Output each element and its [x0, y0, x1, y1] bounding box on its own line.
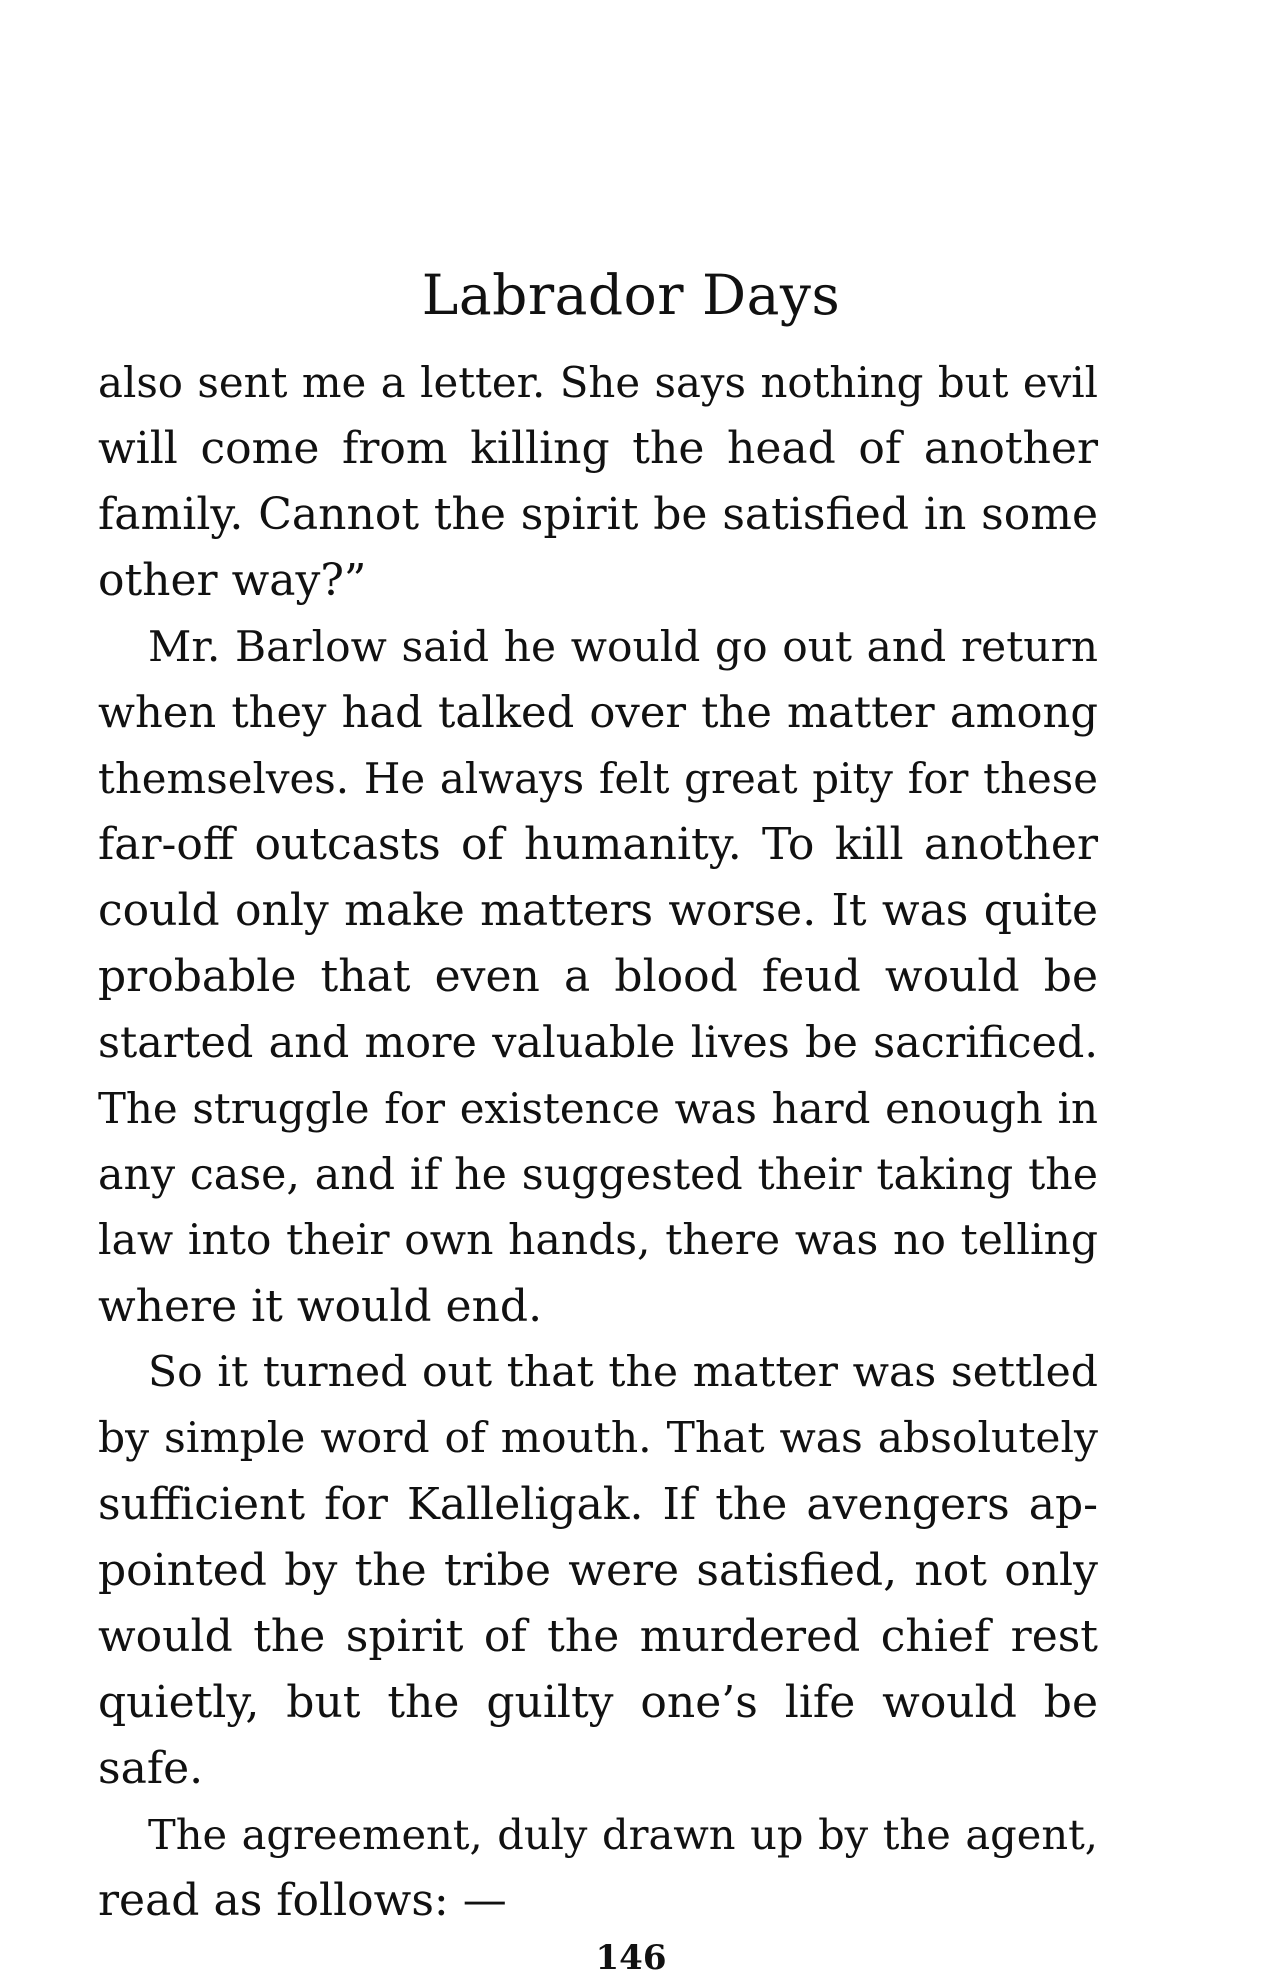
- text-line: any case, and if he suggested their taking the: [98, 1150, 1098, 1200]
- text-line: would the spirit of the murdered chief rest: [98, 1611, 1098, 1662]
- text-line: where it would end.: [98, 1281, 543, 1332]
- text-line: pointed by the tribe were satisfied, not only: [98, 1545, 1098, 1596]
- text-line: sufficient for Kalleligak. If the avengers ap-: [98, 1479, 1098, 1530]
- text-line: also sent me a letter. She says nothing but evil: [98, 358, 1098, 407]
- text-line: quietly, but the guilty one’s life would be: [98, 1677, 1098, 1728]
- text-line: Mr. Barlow said he would go out and return: [148, 622, 1098, 671]
- paragraph: [98, 614, 1098, 1340]
- text-line: other way?”: [98, 555, 367, 606]
- paragraph: [98, 1802, 1098, 1934]
- body-text: [98, 350, 1098, 1934]
- text-line: themselves. He always felt great pity for these: [98, 754, 1098, 803]
- text-line: So it turned out that the matter was settled: [148, 1348, 1098, 1397]
- text-line: The agreement, duly drawn up by the agent,: [148, 1810, 1098, 1859]
- text-line: when they had talked over the matter among: [98, 688, 1098, 738]
- text-line: The struggle for existence was hard enough in: [98, 1084, 1098, 1133]
- page-number: 146: [595, 1938, 667, 1978]
- text-line: will come from killing the head of another: [98, 423, 1098, 474]
- text-line: far-off outcasts of humanity. To kill another: [98, 819, 1098, 870]
- running-head: Labrador Days: [421, 263, 841, 327]
- text-line: by simple word of mouth. That was absolutely: [98, 1414, 1098, 1463]
- paragraph: [98, 1340, 1098, 1802]
- text-line: safe.: [98, 1743, 204, 1794]
- paragraph: [98, 350, 1098, 614]
- text-line: family. Cannot the spirit be satisfied in some: [98, 489, 1098, 540]
- text-line: started and more valuable lives be sacrificed.: [98, 1018, 1098, 1068]
- text-line: read as follows: —: [98, 1875, 507, 1926]
- text-line: could only make matters worse. It was quite: [98, 885, 1098, 936]
- text-line: law into their own hands, there was no telling: [98, 1216, 1098, 1265]
- text-line: probable that even a blood feud would be: [98, 951, 1098, 1002]
